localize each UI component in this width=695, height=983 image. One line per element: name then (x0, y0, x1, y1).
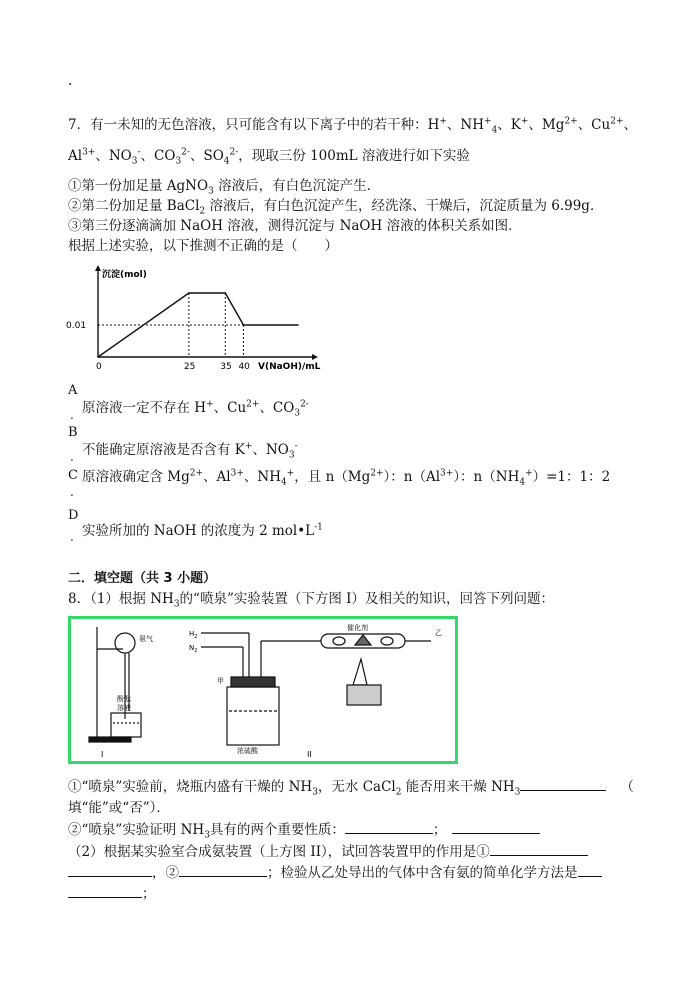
option-a-letter[interactable]: A (68, 383, 78, 398)
q8-part2-end: ； (68, 884, 156, 903)
flask-label: 氨气 (139, 635, 153, 643)
option-c-letter[interactable]: C (68, 468, 78, 483)
blank-1[interactable] (520, 777, 606, 791)
blank-2[interactable] (345, 820, 433, 834)
blank-5[interactable] (68, 863, 152, 877)
q7-line2: $Al^{3+}$、$NO_3^-$、$CO_3^{2-}$、$SO_4^{2-}$，现取三份 100mL 溶液进行如下实验 (68, 147, 470, 167)
jia-label: 甲 (217, 677, 224, 685)
q8-part1-q2: ②“喷泉”实验证明 $NH_3$具有的两个重要性质： ； (68, 820, 540, 839)
blank-8[interactable] (68, 884, 142, 898)
q8-part1-q1: ①“喷泉”实验前，烧瓶内盛有干燥的 $NH_3$，无水 CaCl$_2$ 能否用来干燥 $NH_3$ （ (68, 779, 634, 798)
option-d-dot: . (70, 530, 74, 544)
apparatus-drawing (71, 619, 455, 761)
blank-7[interactable] (578, 863, 602, 877)
synthesis-apparatus (201, 633, 431, 745)
q8-part2: （2）根据某实验室合成氨装置（上方图 II），试回答装置甲的作用是① (68, 842, 588, 861)
q7-step2: ②第二份加足量 BaCl$_2$ 溶液后，有白色沉淀产生，经洗涤、干燥后，沉淀质量为 6.99g． (68, 198, 604, 217)
option-d-text[interactable]: 实验所加的 NaOH 的浓度为 2 $mol•L^{-1}$ (82, 522, 323, 539)
fountain-apparatus (89, 627, 141, 742)
x-axis-arrow (312, 354, 318, 360)
y-axis-label: 沉淀(mol) (102, 270, 147, 280)
beaker-label-1: 酚酞 (117, 695, 131, 703)
q8-intro: 8．（1）根据 $NH_3$的“喷泉”实验装置（下方图 I）及相关的知识，回答下列问题： (68, 591, 554, 610)
q7-step1: ①第一份加足量 AgNO$_3$ 溶液后，有白色沉淀产生． (68, 178, 381, 197)
x-tick-label: 35 (220, 362, 232, 372)
option-a-text[interactable]: 原溶液一定不存在 H+、$Cu^{2+}$、$CO_3^{2-}$ (82, 399, 309, 419)
stray-dot: . (68, 73, 73, 89)
q8-part1-q1-cont: 填“能”或“否”）． (68, 800, 170, 816)
x-tick-label: 40 (238, 362, 250, 372)
option-c-dot: . (70, 485, 74, 499)
blank-3[interactable] (452, 820, 540, 834)
acid-label: 浓硫酸 (237, 747, 258, 755)
q7-step3: ③第三份逐滴滴加 NaOH 溶液，测得沉淀与 NaOH 溶液的体积关系如图． (68, 218, 522, 234)
x-axis-label: V(NaOH)/mL (258, 362, 321, 372)
y-tick-label: 0.01 (66, 321, 87, 331)
option-b-letter[interactable]: B (68, 425, 78, 440)
data-point (97, 356, 99, 358)
yi-label: 乙 (435, 629, 442, 637)
figure-ii-label: II (307, 750, 312, 759)
catalyst-label: 催化剂 (347, 624, 368, 632)
x-tick-label: 0 (96, 362, 102, 372)
section-heading: 二．填空题（共 3 小题） (68, 571, 217, 586)
q7-ask: 根据上述实验，以下推测不正确的是（ ） (68, 238, 338, 254)
data-point (297, 324, 299, 326)
option-b-text[interactable]: 不能确定原溶液是否含有 K+、$NO_3^-$ (82, 441, 298, 461)
option-c-text[interactable]: 原溶液确定含 $Mg^{2+}$、$Al^{3+}$、$NH_4^+$，且 $n(Mg^{2+})$：$n(Al^{3+})$：$n(NH_4^+)=1$：1：2 (82, 468, 611, 488)
option-a-dot: . (70, 408, 74, 422)
x-tick-label: 25 (183, 362, 196, 372)
y-axis-arrow (95, 265, 101, 271)
q8-part2-cont: ，② ；检验从乙处导出的气体中含有氨的简单化学方法是 (68, 863, 602, 882)
apparatus-figure (68, 616, 458, 764)
n2-label: $N_2$ (189, 644, 198, 654)
option-b-dot: . (70, 450, 74, 464)
beaker-label-2: 溶液 (117, 704, 131, 712)
option-d-letter[interactable]: D (68, 508, 79, 523)
precipitate-chart (66, 265, 346, 375)
figure-i-label: I (101, 750, 104, 759)
h2-label: $H_2$ (189, 630, 198, 640)
blank-6[interactable] (179, 863, 267, 877)
blank-4[interactable] (490, 842, 588, 856)
q7-line1: 7．有一未知的无色溶液，只可能含有以下离子中的若干种：H+、$NH^+_4$、K+、$Mg^{2+}$、$Cu^{2+}$、 (68, 116, 637, 136)
